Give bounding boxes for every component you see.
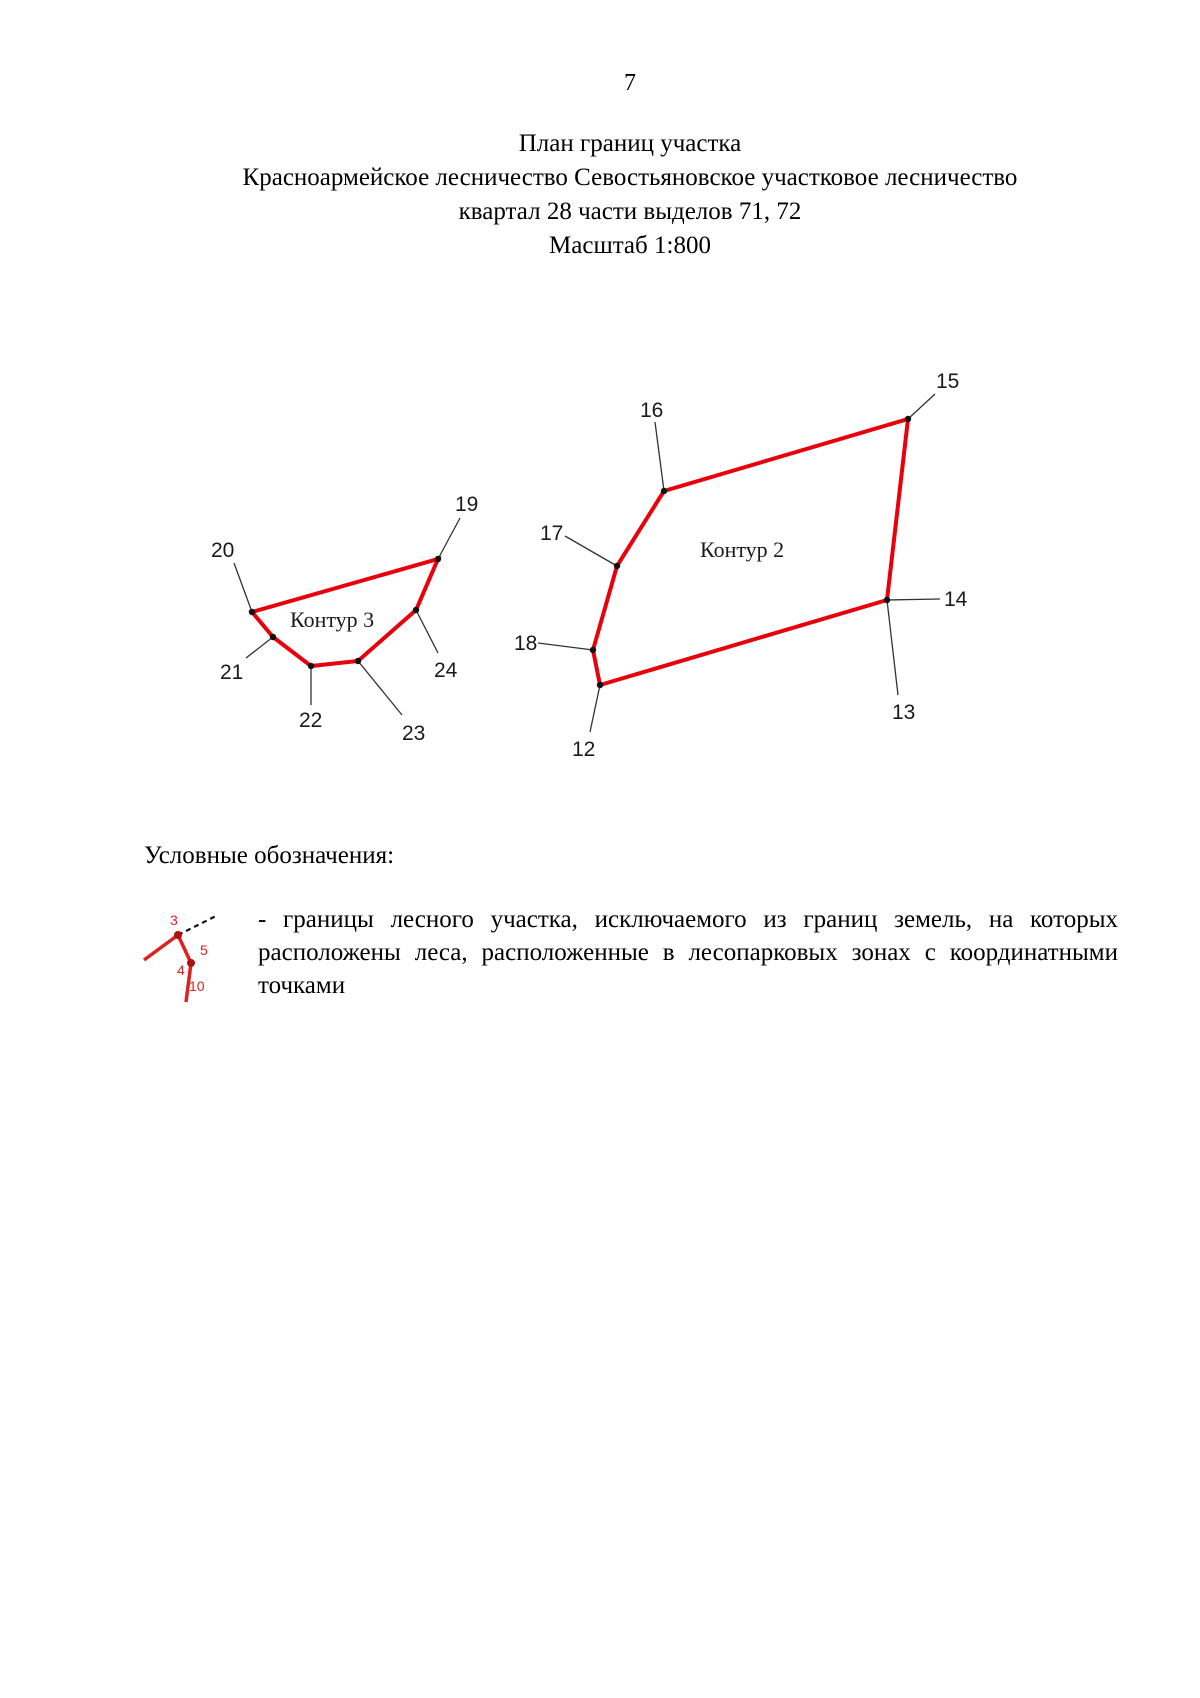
- vertex-24: [413, 607, 419, 613]
- legend-heading: Условные обозначения:: [144, 842, 395, 869]
- boundary-plan-drawing: [0, 0, 1200, 800]
- vertex-20: [249, 609, 255, 615]
- leader-line-13: [887, 600, 898, 695]
- legend-icon-label-5: 5: [200, 942, 208, 958]
- leader-line-15: [908, 394, 935, 419]
- point-label-22: 22: [299, 709, 323, 732]
- point-label-14: 14: [944, 588, 968, 611]
- leader-line-16: [655, 422, 664, 491]
- vertex-16: [661, 488, 667, 494]
- vertex-19: [435, 556, 441, 562]
- point-label-13: 13: [892, 701, 916, 724]
- vertex-14: [884, 597, 890, 603]
- leader-line-20: [234, 563, 252, 612]
- leader-line-21: [246, 637, 273, 658]
- contour-3-label: Контур 3: [290, 607, 375, 632]
- legend-icon-label-10: 10: [189, 978, 205, 994]
- vertex-12: [597, 682, 603, 688]
- boundary-legend-icon: [140, 905, 240, 1005]
- title-line-3: квартал 28 части выделов 71, 72: [458, 198, 802, 225]
- point-label-12: 12: [572, 738, 596, 761]
- vertex-23: [355, 658, 361, 664]
- contour-2: [514, 370, 968, 761]
- point-label-18: 18: [514, 632, 538, 655]
- point-label-21: 21: [220, 661, 244, 684]
- contour-2-label: Контур 2: [700, 537, 785, 562]
- point-label-15: 15: [936, 370, 960, 393]
- legend-boundary-description: - границы лесного участка, исключаемого из границ земель, на которых расположены леса, расположенные в лесопарковых зонах с координатными точками: [258, 906, 1118, 999]
- leader-line-12: [590, 685, 600, 732]
- vertex-21: [270, 634, 276, 640]
- vertex-18: [590, 647, 596, 653]
- title-line-1: План границ участка: [518, 130, 742, 157]
- vertex-22: [308, 663, 314, 669]
- legend-icon-label-3: 3: [170, 912, 178, 928]
- point-label-19: 19: [455, 493, 479, 516]
- page-number: 7: [624, 70, 636, 96]
- point-label-20: 20: [211, 539, 235, 562]
- leader-line-23: [358, 661, 402, 715]
- leader-line-24: [416, 610, 438, 653]
- leader-line-14: [887, 599, 940, 600]
- point-label-23: 23: [402, 722, 426, 745]
- point-label-16: 16: [640, 399, 664, 422]
- legend-icon-label-4: 4: [177, 962, 185, 978]
- vertex-15: [905, 416, 911, 422]
- vertex-17: [614, 563, 620, 569]
- title-line-4: Масштаб 1:800: [549, 232, 711, 259]
- title-line-2: Красноармейское лесничество Севостьяновское участковое лесничество: [242, 164, 1018, 191]
- point-label-17: 17: [540, 522, 564, 545]
- contour-3: [211, 493, 478, 745]
- leader-line-17: [565, 536, 617, 566]
- leader-line-19: [438, 518, 460, 559]
- leader-line-18: [538, 643, 593, 650]
- point-label-24: 24: [434, 659, 458, 682]
